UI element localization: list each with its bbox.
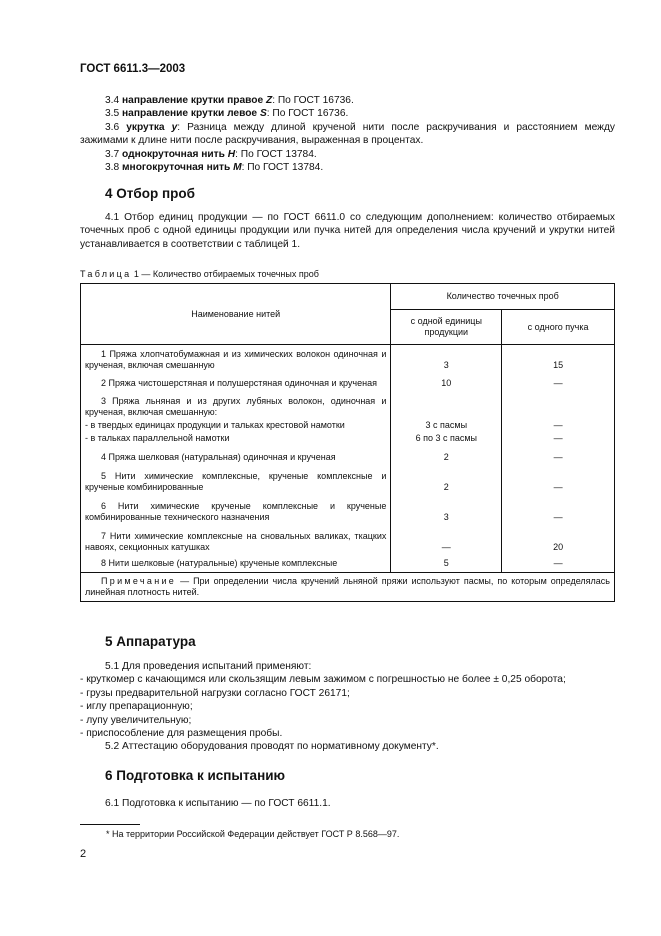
table-note-text: — При определении числа кручений льняной пряжи используют пасмы, по которым определялась линейная плотность нитей. [85,576,610,597]
definition-item [80,107,615,120]
section-5-line: - грузы предварительной нагрузки согласно ГОСТ 26171; [80,687,350,699]
table-row [81,445,615,464]
page-number: 2 [80,848,87,860]
definition-item [80,161,615,174]
row-value-unit: 3 [391,345,502,373]
definition-term: направление крутки правое [122,95,266,106]
definition-item [80,121,615,148]
definition-symbol: H [227,148,236,160]
table-row [81,372,615,390]
section-4-paragraph: 4.1 Отбор единиц продукции — по ГОСТ 6611.0 со следующим дополнением: количество отбираемых точечных проб с одной единицы продукции или пучка нитей для определения числа кручений и укрутки нитей устанавливается в соответствии с таблицей 1. [80,212,615,250]
definition-symbol: y [171,121,178,133]
table-note-prefix: Примечание [101,576,177,586]
table-header-col2: с одного пучка [502,310,615,345]
row-value-unit: 5 [391,554,502,573]
table-row [81,494,615,524]
section-5-line: - круткомер с качающимся или скользящим левым зажимом с погрешностью не более ± 0,25 оборота; [80,674,566,686]
definition-symbol: Z [265,95,273,106]
definitions-list [80,94,615,174]
table-note-row [81,573,615,602]
table-header-name: Наименование нитей [81,284,391,345]
definition-number: 3.8 [105,162,120,174]
definition-item [80,148,615,161]
table-row [81,464,615,494]
table-header-col1: с одной единицы продукции [391,310,502,345]
row-name: 5 Нити химические комплексные, крученые комплексные и крученые комбинированные [81,464,391,494]
definition-text: : По ГОСТ 16736. [266,108,349,120]
definition-number: 3.6 [105,121,120,133]
row-value-bundle: — [502,432,615,445]
table-row [81,524,615,554]
section-5-body [80,660,620,754]
row-value-bundle: — [502,464,615,494]
definition-number: 3.7 [105,148,120,160]
definition-term: однокруточная нить [122,148,228,160]
definition-text: : По ГОСТ 13784. [235,148,317,160]
definition-term: направление крутки левое [122,108,260,120]
row-value-unit: 10 [391,372,502,390]
row-value-unit [391,390,502,419]
row-name: 2 Пряжа чистошерстяная и полушерстяная одиночная и крученая [81,372,391,390]
row-value-unit: 2 [391,464,502,494]
definition-number: 3.5 [105,108,120,120]
section-5-line: - лупу увеличительную; [80,714,192,726]
table-caption [80,269,319,279]
row-value-unit: 3 [391,494,502,524]
table-row [81,419,615,432]
section-6-paragraph: 6.1 Подготовка к испытанию — по ГОСТ 6611.1. [105,798,331,809]
row-value-unit: 3 с пасмы [391,419,502,432]
samples-table [80,283,615,602]
row-value-bundle: 15 [502,345,615,373]
section-5-line: - приспособление для размещения пробы. [80,728,283,740]
row-value-bundle: — [502,419,615,432]
section-6-heading: 6 Подготовка к испытанию [105,768,286,783]
row-value-bundle: — [502,554,615,573]
definition-text: : По ГОСТ 13784. [241,162,324,174]
definition-number: 3.4 [105,95,120,106]
definition-item [80,94,615,107]
row-name: 3 Пряжа льняная и из других лубяных волокон, одиночная и крученая, включая смешанную: [81,390,391,419]
section-5-line: 5.1 Для проведения испытаний применяют: [105,661,312,672]
definition-text: : По ГОСТ 16736. [272,95,354,106]
definition-symbol: S [259,108,267,120]
table-caption-text: 1 — Количество отбираемых точечных проб [131,269,319,279]
definition-symbol: M [233,162,242,174]
row-value-bundle [502,390,615,419]
row-name: - в тальках параллельной намотки [81,432,391,445]
row-name: 6 Нити химические крученые комплексные и крученые комбинированные технического назначения [81,494,391,524]
row-value-unit: 2 [391,445,502,464]
table-row [81,345,615,373]
row-value-bundle: 20 [502,524,615,554]
footnote: * На территории Российской Федерации действует ГОСТ Р 8.568—97. [106,829,400,839]
definition-term: многокруточная нить [122,162,234,174]
footnote-divider [80,824,140,825]
section-4-heading: 4 Отбор проб [105,186,195,201]
row-name: 4 Пряжа шелковая (натуральная) одиночная и крученая [81,445,391,464]
table-row [81,390,615,419]
row-value-bundle: — [502,372,615,390]
definition-term: укрутка [126,121,172,133]
row-name: 7 Нити химические комплексные на сновальных валиках, ткацких навоях, секционных катушках [81,524,391,554]
section-5-heading: 5 Аппаратура [105,634,196,649]
section-5-line: 5.2 Аттестацию оборудования проводят по нормативному документу*. [105,741,439,753]
table-header-group: Количество точечных проб [391,284,615,310]
section-5-line: - иглу препарационную; [80,701,193,713]
row-value-unit: 6 по 3 с пасмы [391,432,502,445]
table-row [81,432,615,445]
definition-text: : Разница между длиной крученой нити после раскручивания и расстоянием между зажимами к длине нити после раскручивания, выраженная в процентах. [80,121,615,147]
row-name: 1 Пряжа хлопчатобумажная и из химических волокон одиночная и крученая, включая смешанную [81,345,391,373]
row-value-bundle: — [502,445,615,464]
table-row [81,554,615,573]
row-name: - в твердых единицах продукции и тальках крестовой намотки [81,419,391,432]
table-note [81,573,615,602]
document-header: ГОСТ 6611.3—2003 [80,63,186,75]
table-caption-prefix: Таблица [80,269,132,279]
row-value-bundle: — [502,494,615,524]
row-value-unit: — [391,524,502,554]
row-name: 8 Нити шелковые (натуральные) крученые комплексные [81,554,391,573]
